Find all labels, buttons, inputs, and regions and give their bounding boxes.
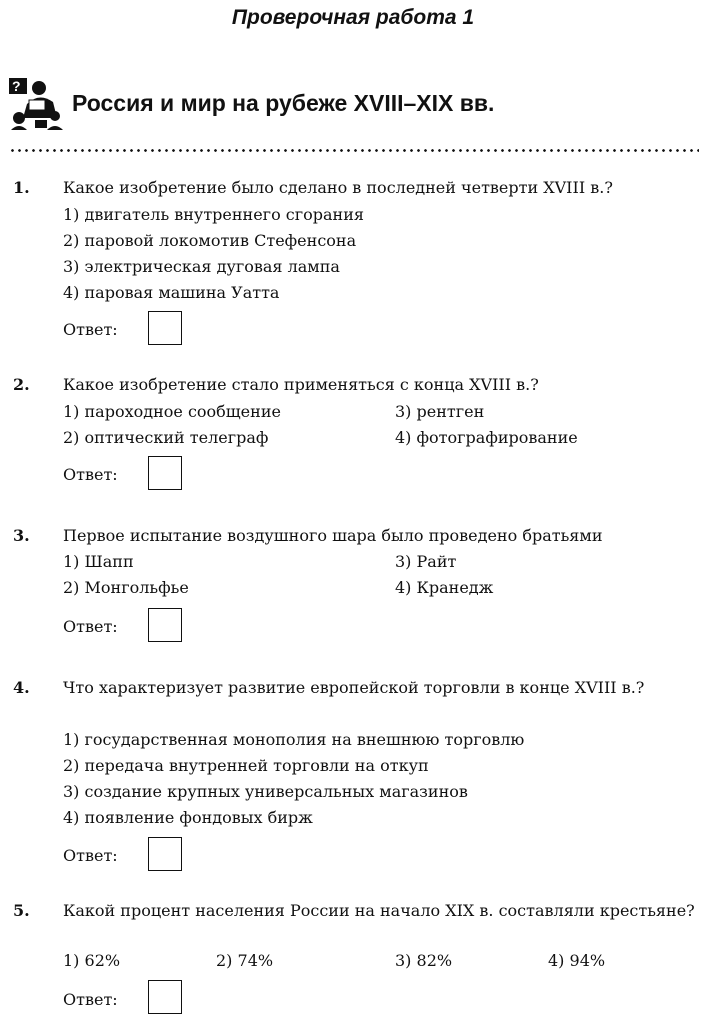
question-number: 5. [13,901,30,920]
option-1: 1) Шапп [63,552,134,571]
option-2: 2) паровой локомотив Стефенсона [63,231,357,250]
question-text: Что характеризует развитие европейской торговли в конце XVIII в.? [63,678,645,697]
option-2: 2) оптический телеграф [63,428,269,447]
question-text: Какое изобретение было сделано в последней четверти XVIII в.? [63,178,613,197]
answer-label: Ответ: [63,990,118,1009]
option-2: 2) передача внутренней торговли на откуп [63,756,429,775]
question-text: Какое изобретение стало применяться с конца XVIII в.? [63,375,539,394]
option-2: 2) 74% [216,951,274,970]
option-1: 1) государственная монополия на внешнюю торговлю [63,730,525,749]
option-4: 4) Кранедж [395,578,494,597]
answer-box[interactable] [148,456,182,490]
section-title: Россия и мир на рубеже XVIII–XIX вв. [72,90,495,116]
question-number: 3. [13,526,30,545]
dotted-divider [9,149,699,152]
answer-box[interactable] [148,608,182,642]
answer-box[interactable] [148,980,182,1014]
question-number: 2. [13,375,30,394]
answer-box[interactable] [148,311,182,345]
svg-text:?: ? [12,78,21,94]
option-1: 1) 62% [63,951,121,970]
question-text: Первое испытание воздушного шара было проведено братьями [63,526,603,545]
option-4: 4) 94% [548,951,606,970]
option-2: 2) Монгольфье [63,578,189,597]
answer-label: Ответ: [63,846,118,865]
answer-label: Ответ: [63,320,118,339]
option-3: 3) Райт [395,552,457,571]
option-3: 3) 82% [395,951,453,970]
option-3: 3) создание крупных универсальных магазинов [63,782,468,801]
page-header: Проверочная работа 1 [231,6,475,29]
people-reading-icon [9,78,65,130]
answer-box[interactable] [148,837,182,871]
option-3: 3) электрическая дуговая лампа [63,257,340,276]
question-text: Какой процент населения России на начало XIX в. составляли крестьяне? [63,901,695,920]
question-number: 1. [13,178,30,197]
answer-label: Ответ: [63,617,118,636]
option-4: 4) паровая машина Уатта [63,283,280,302]
question-number: 4. [13,678,30,697]
option-3: 3) рентген [395,402,485,421]
answer-label: Ответ: [63,465,118,484]
option-1: 1) пароходное сообщение [63,402,281,421]
option-4: 4) появление фондовых бирж [63,808,313,827]
option-1: 1) двигатель внутреннего сгорания [63,205,364,224]
option-4: 4) фотографирование [395,428,578,447]
